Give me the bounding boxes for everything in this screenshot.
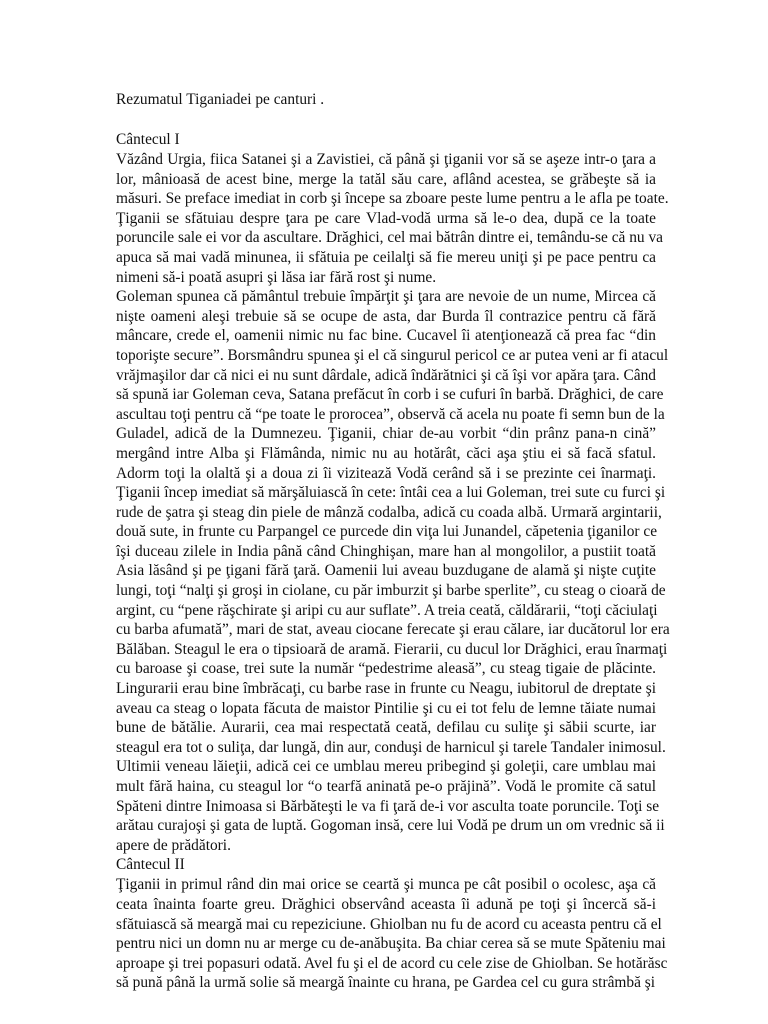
text-line: două sute, in frunte cu Parpangel ce purcede din viţa lui Junandel, căpetenia ţiganilor ce [116,523,658,541]
text-line: apuca să mai vadă minunea, ii sfătuia pe ceilalţi să fie mereu uniţi şi pe pace pentru ca [116,248,656,266]
text-line: vrăjmaşilor dar că nici ei nu sunt dârdale, adică îndărătnici şi că îşi vor apăra ţara. Când [116,366,656,384]
text-line: apere de prădători. [116,836,231,854]
text-line: rude de şatra şi steag din piele de mânză codalba, adică cu coada albă. Urmară argintarii, [116,503,662,521]
text-line: bune de bătălie. Aurarii, cea mai respectată ceată, defilau cu suliţe şi săbii scurte, iar [116,719,656,737]
text-line: Spăteni dintre Inimoasa si Bărbăteşti le va fi ţară de-i vor asculta toate poruncile. Toţi se [116,797,660,815]
paragraph [116,150,669,287]
text-line: pentru nici un domn nu ar merge cu de-anăbuşita. Ba chiar cerea să se mute Spăteniu mai [116,935,666,953]
paragraph [116,287,670,855]
text-line: Asia lăsând şi pe ţigani fără ţară. Oamenii lui aveau buzdugane de alamă şi nişte cuţite [116,562,656,580]
text-line: ascultau toţi pentru că “pe toate le prorocea”, observă că acela nu poate fi semn bun de la [116,405,665,423]
text-line: să spună iar Goleman ceva, Satana prefăcut în corb i se cufuri în barbă. Drăghici, de care [116,386,664,404]
document-title: Rezumatul Tiganiadei pe canturi . [116,91,325,108]
text-line: Adorm toţi la olaltă şi a doua zi îi vizitează Vodă cerând să i se prezinte cei înarmaţi. [116,464,656,482]
text-line: Ultimii veneau lăieţii, adică cei ce umblau mereu pribegind şi goleţii, care umblau mai [116,758,656,776]
text-line: Văzând Urgia, fiica Satanei şi a Zavistiei, că până şi ţiganii vor să se aşeze intr-o ţara a [116,151,656,168]
text-line: lungi, toţi “nalţi şi groşi in ciolane, cu păr imburzit şi barbe sperlite”, cu steag o cioară de [116,582,666,600]
text-line: Bălăban. Steagul le era o tipsioară de aramă. Fierarii, cu ducul lor Drăghici, erau înarmaţi [116,640,668,658]
text-line: sfătuiască să meargă mai cu repeziciune. Ghiolban nu fu de acord cu aceasta pentru că el [116,915,662,933]
document-page [116,90,670,993]
section-heading: Cântecul I [116,131,180,148]
text-line: aproape şi trei popasuri odată. Avel fu şi el de acord cu cele zise de Ghiolban. Se hotărăsc [116,954,668,972]
text-line: toporişte secure”. Borsmândru spunea şi el că singurul pericol ce ar putea veni ar fi atacul [116,346,669,364]
text-line: nişte oameni aleşi trebuie să se ocupe de asta, dar Burda îl contrazice pentru că fără [116,307,656,325]
text-line: mergând intre Alba şi Flămânda, nimic nu au hotărât, căci aşa ştiu ei să facă sfatul. [116,444,656,462]
text-line: ceata înainta foarte greu. Drăghici observând aceasta îi adună pe toţi şi încercă să-i [116,895,656,913]
text-line: cu baroase şi coase, trei sute la număr “pedestrime aleasă”, cu steag tigaie de plăcinte. [116,660,656,678]
text-line: măsuri. Se preface imediat in corb şi începe sa zboare peste lume pentru a le afla pe toate. [116,190,669,208]
document-body [116,130,670,993]
text-line: Lingurarii erau bine îmbrăcaţi, cu barbe rase in frunte cu Neagu, iubitorul de dreptate şi [116,680,656,698]
text-line: poruncile sale ei vor da ascultare. Drăghici, cel mai bătrân dintre ei, temându-se că nu va [116,229,663,247]
text-line: Guladel, adică de la Dumnezeu. Ţiganii, chiar de-au vorbit “din prânz pana-n cină” [116,425,656,443]
text-line: lor, mânioasă de acest bine, merge la tatăl său care, aflând acestea, se grăbeşte să ia [116,170,656,188]
text-line: arătau curajoşi şi gata de luptă. Gogoman insă, cere lui Vodă pe drum un om vrednic să ii [116,817,665,835]
section-heading: Cântecul II [116,856,185,874]
text-line: mult fără haina, cu steagul lor “o tearfă aninată pe-o prăjină”. Vodă le promite că satul [116,778,656,795]
text-line: Ţiganii se sfătuiau despre ţara pe care Vlad-vodă urma să le-o dea, după ce la toate [116,209,656,227]
text-line: să pună până la urmă solie să meargă înainte cu hrana, pe Gardea cel cu gura strâmbă şi [116,974,656,992]
text-line: argint, cu “pene răşchirate şi aripi cu aur suflate”. A treia ceată, căldărarii, “toţi căciulaţi [116,601,658,619]
text-line: steagul era tot o suliţa, dar lungă, din aur, conduşi de harnicul şi tarele Tandaler inimosul. [116,738,666,756]
text-line: nimeni să-i poată asupri şi lăsa iar fără rost şi nume. [116,268,437,286]
paragraph [116,875,668,993]
text-line: Ţiganii in primul rând din mai orice se ceartă şi munca pe cât posibil o ocolesc, aşa că [116,876,656,894]
text-line: mâncare, crede el, oamenii nimic nu fac bine. Cucavel îi atenţionează că prea fac “din [116,327,656,345]
text-line: aveau ca steag o lopata făcuta de maistor Pintilie şi cu ei tot felu de lemne tăiate numai [116,699,656,717]
text-line: cu barba afumată”, mari de stat, aveau ciocane ferecate şi erau călare, iar ducătorul lor era [116,621,670,639]
text-line: îşi duceau zilele in India până când Chinghişan, mare han al mongolilor, a pustiit toată [116,542,656,560]
text-line: Goleman spunea că pământul trebuie împărţit şi ţara are nevoie de un nume, Mircea că [116,288,656,306]
text-line: Ţiganii încep imediat să mărşăluiască în cete: întâi cea a lui Goleman, trei sute cu furci şi [116,484,666,502]
spacer [116,110,656,130]
